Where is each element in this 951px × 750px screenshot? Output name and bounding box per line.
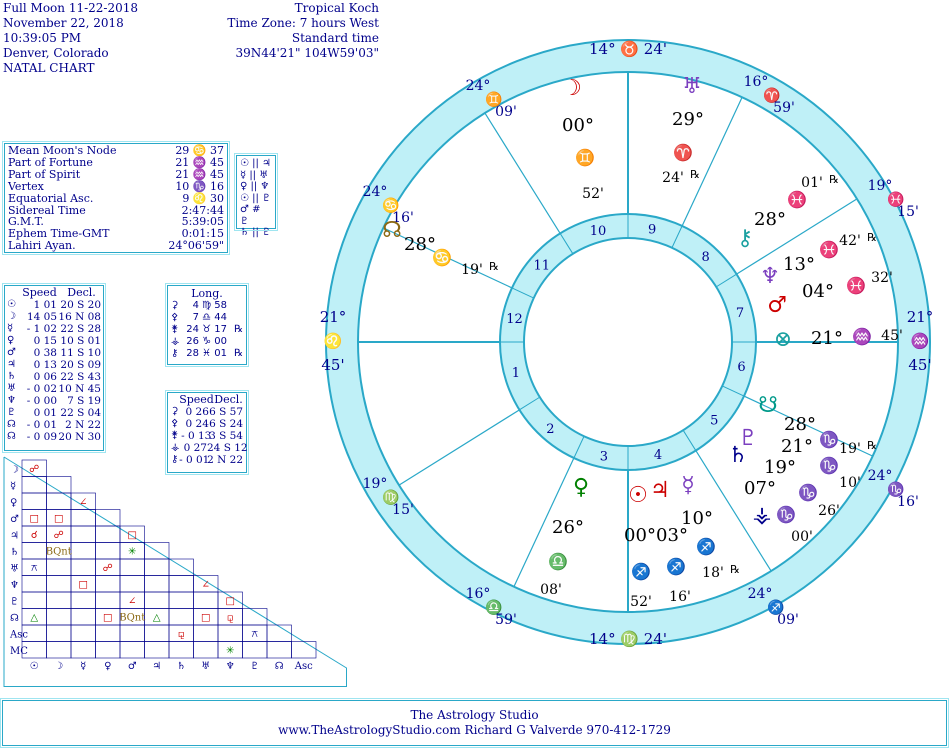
point-value: 5:39:05 <box>181 215 224 229</box>
aspect-symbol: ⚻ <box>251 629 259 640</box>
decl-value: 22 S 28 <box>60 323 101 335</box>
planet-sign: ♑ <box>776 505 796 524</box>
planet-mars-glyph: ♂ <box>767 293 787 318</box>
grid-row-glyph: ♀ <box>10 497 18 509</box>
planet-venus-glyph: ♀ <box>572 475 590 500</box>
standard-time: Standard time <box>291 31 379 45</box>
planet-minute: 01' <box>801 175 823 191</box>
planet-sign: ♊ <box>575 148 595 167</box>
grid-row-glyph: Asc <box>10 629 28 641</box>
planet-degree: 21° <box>811 328 843 349</box>
house-number: 7 <box>735 305 745 321</box>
inner-circle <box>524 238 732 446</box>
point-value: 21 ♒ 45 <box>175 155 224 169</box>
speed-value: 0 13 <box>33 359 57 371</box>
grid-col-glyph: ♄ <box>176 661 186 672</box>
retrograde-marker: ℞ <box>234 348 243 359</box>
cusp-degree: 21° <box>319 308 347 326</box>
point-value: 10 ♑ 16 <box>175 179 224 193</box>
planet-degree: 29° <box>672 109 704 130</box>
planet-fortune-glyph: ⊗ <box>773 327 793 352</box>
cusp-label: 14° ♉ 24' <box>588 40 668 58</box>
aspect-symbol: ☍ <box>102 563 113 574</box>
asteroid-speed-value: 0 24 <box>185 418 209 430</box>
asteroid-glyph: ⚶ <box>171 336 180 347</box>
planet-glyph: ♂ <box>7 347 16 358</box>
planet-north-node-glyph: ☊ <box>382 218 402 243</box>
aspect-symbol: □ <box>201 612 211 624</box>
speed-value: 0 01 <box>33 407 57 419</box>
planet-sign: ♑ <box>798 483 818 502</box>
planet-minute: 26' <box>818 503 840 519</box>
asteroid-position: 4 ♍ 58 <box>192 300 227 311</box>
asteroid-decl-value: 24 S 12 <box>207 442 248 454</box>
time-zone: Time Zone: 7 hours West <box>227 16 379 30</box>
cusp-sign: ♊ <box>485 92 503 108</box>
asteroid-glyph: ⚵ <box>171 430 179 441</box>
decl-value: 10 N 45 <box>58 383 101 395</box>
cusp-minute: 16' <box>392 210 414 226</box>
planet-minute: 52' <box>582 186 604 202</box>
aspect-symbol: ∠ <box>201 579 210 591</box>
point-label: Lahiri Ayan. <box>8 239 76 253</box>
point-label: Sidereal Time <box>8 203 86 217</box>
retrograde-marker: ℞ <box>234 324 243 335</box>
cusp-minute: 09' <box>777 612 799 628</box>
retrograde-marker: ℞ <box>829 173 839 186</box>
planet-sign: ♒ <box>852 327 872 346</box>
asteroid-speed-value: 0 27 <box>183 442 207 454</box>
grid-col-glyph: ♇ <box>250 661 260 672</box>
grid-col-glyph: ♂ <box>127 661 137 672</box>
cusp-minute: 59' <box>773 100 795 116</box>
planet-glyph: ♀ <box>7 335 15 346</box>
grid-row-glyph: ☿ <box>10 481 17 492</box>
aspect-symbol: ∠ <box>79 497 88 508</box>
asteroid-glyph: ⚶ <box>171 442 180 453</box>
aspect-symbol: ⚻ <box>30 563 38 574</box>
asteroid-decl-value: 2 N 22 <box>207 454 243 466</box>
planet-glyph: ☊ <box>7 419 16 430</box>
planet-degree: 03° <box>656 525 688 546</box>
grid-row-glyph: ♂ <box>10 514 19 525</box>
retrograde-marker: ℞ <box>690 168 700 181</box>
decl-value: 20 S 09 <box>60 359 101 371</box>
asteroid-decl-value: 3 S 54 <box>209 430 243 442</box>
planet-glyph: ♇ <box>7 407 16 418</box>
long-header: Long. <box>191 287 223 300</box>
speed-value: - 0 09 <box>26 431 57 443</box>
point-value: 29 ♋ 37 <box>175 144 224 157</box>
decl-value: 22 S 04 <box>60 407 101 419</box>
planet-south-node-glyph: ☋ <box>758 393 778 418</box>
grid-row-glyph: ♇ <box>10 596 19 608</box>
planet-minute: 32' <box>871 270 893 286</box>
cusp-minute: 16' <box>897 494 919 510</box>
asteroid-decl-value: 6 S 24 <box>209 418 244 430</box>
planet-sign: ♎ <box>548 552 568 571</box>
chart-type: NATAL CHART <box>3 61 95 75</box>
decl-value: 22 S 43 <box>60 371 101 383</box>
planet-minute: 00' <box>791 529 813 545</box>
planet-chiron-glyph: ⚷ <box>736 226 754 251</box>
retrograde-marker: ℞ <box>489 260 499 273</box>
planet-sign: ♈ <box>673 143 693 162</box>
aspect-symbol: ☌ <box>30 530 38 541</box>
planet-degree: 00° <box>624 525 656 546</box>
cusp-degree: 16° <box>465 586 491 602</box>
speed-value: - 0 00 <box>26 395 57 407</box>
asteroid-position: 7 ♎ 44 <box>192 312 227 323</box>
decl-value: 10 S 01 <box>60 335 101 347</box>
parallel-item: ☿ || ♅ <box>240 169 269 181</box>
planet-glyph: ☊ <box>7 431 16 442</box>
planet-glyph: ☉ <box>7 299 16 310</box>
planet-minute: 42' <box>839 233 861 249</box>
chart-title: Full Moon 11-22-2018 <box>3 1 139 15</box>
cusp-sign: ♒ <box>910 332 930 350</box>
cusp-sign: ♈ <box>763 88 781 104</box>
grid-col-glyph: ♅ <box>201 661 211 672</box>
house-number: 11 <box>533 258 551 274</box>
planet-pluto-glyph: ♇ <box>738 426 758 451</box>
cusp-sign: ♌ <box>323 332 343 350</box>
house-number: 1 <box>511 366 521 382</box>
planet-glyph: ♅ <box>7 383 16 394</box>
planet-minute: 45' <box>881 328 903 344</box>
house-number: 5 <box>710 413 719 429</box>
grid-row-glyph: MC <box>10 646 28 657</box>
chart-time: 10:39:05 PM <box>3 31 82 45</box>
planet-sign: ♐ <box>666 557 686 576</box>
planet-glyph: ♄ <box>7 371 16 382</box>
decl-value: 20 S 20 <box>60 299 101 311</box>
asteroid-glyph: ⚳ <box>171 300 179 311</box>
point-value: 0:01:15 <box>181 227 224 241</box>
footer-contact: www.TheAstrologyStudio.com Richard G Valverde 970-412-1729 <box>278 723 671 737</box>
grid-row-glyph: ♆ <box>10 580 19 591</box>
grid-col-glyph: ☊ <box>274 661 284 672</box>
cusp-minute: 45' <box>321 356 345 374</box>
aspect-symbol: □ <box>78 579 88 591</box>
planet-degree: 07° <box>744 478 776 499</box>
planet-minute: 19' <box>461 262 483 278</box>
planet-degree: 10° <box>681 508 713 529</box>
speed-value: - 0 01 <box>26 419 57 431</box>
point-label: Part of Fortune <box>8 155 93 169</box>
asteroid-glyph: ⚷ <box>171 348 179 359</box>
planet-glyph: ☽ <box>7 311 16 322</box>
aspect-symbol: □ <box>29 513 39 525</box>
planet-glyph: ♃ <box>7 359 16 370</box>
speed-value: 1 01 <box>33 299 57 311</box>
grid-row-glyph: ♄ <box>10 547 19 558</box>
planet-sun-glyph: ☉ <box>628 483 648 508</box>
house-system: Tropical Koch <box>294 1 379 15</box>
ast-decl-header: Decl. <box>214 393 243 406</box>
grid-col-glyph: ♃ <box>152 661 162 672</box>
house-number: 9 <box>647 222 657 238</box>
planet-glyph: ♆ <box>7 395 16 406</box>
cusp-degree: 24° <box>867 468 893 484</box>
grid-row-glyph: ☊ <box>10 613 19 624</box>
grid-row-glyph: ♃ <box>10 530 19 542</box>
point-value: 2:47:44 <box>181 203 224 217</box>
house-number: 2 <box>546 422 555 438</box>
grid-col-glyph: ♆ <box>225 661 235 672</box>
parallel-item: ♀ || ♆ <box>240 181 270 192</box>
aspect-symbol: □ <box>54 513 64 525</box>
retrograde-marker: ℞ <box>867 231 877 244</box>
planet-degree: 28° <box>754 209 786 230</box>
cusp-sign: ♎ <box>485 600 503 616</box>
asteroid-glyph: ⚷ <box>171 454 179 465</box>
cusp-degree: 19° <box>362 476 388 492</box>
house-number: 12 <box>506 311 523 327</box>
asteroid-glyph: ⚴ <box>171 312 179 323</box>
cusp-minute: 59' <box>495 612 517 628</box>
planet-sign: ♋ <box>432 248 452 267</box>
house-number: 6 <box>737 360 746 376</box>
parallel-item: ☉ || ♃ <box>240 158 272 169</box>
decl-value: 2 N 22 <box>65 419 101 431</box>
speed-header: Speed <box>22 286 57 299</box>
decl-value: 7 S 19 <box>67 395 101 407</box>
grid-col-glyph: ☉ <box>29 661 39 672</box>
cusp-degree: 24° <box>465 78 491 94</box>
cusp-label: 14° ♍ 24' <box>588 630 668 648</box>
coordinates: 39N44'21" 104W59'03" <box>235 46 379 60</box>
point-label: G.M.T. <box>8 215 44 229</box>
speed-value: 14 05 <box>26 311 57 323</box>
planet-sign: ♓ <box>787 190 807 209</box>
planet-degree: 19° <box>764 457 796 478</box>
footer <box>2 700 947 746</box>
point-value: 9 ♌ 30 <box>182 191 224 205</box>
planet-sign: ♓ <box>819 240 839 259</box>
cusp-sign: ♍ <box>382 490 400 506</box>
cusp-minute: 45' <box>908 356 932 374</box>
point-label: Equatorial Asc. <box>8 191 94 205</box>
point-value: 21 ♒ 45 <box>175 167 224 181</box>
retrograde-marker: ℞ <box>867 439 877 452</box>
aspect-symbol: △ <box>152 612 161 624</box>
planet-sign: ♓ <box>846 276 866 295</box>
planet-degree: 13° <box>783 254 815 275</box>
planet-degree: 26° <box>552 517 584 538</box>
planet-minute: 08' <box>540 582 562 598</box>
grid-col-glyph: ☽ <box>54 661 64 672</box>
aspect-symbol: ✳ <box>128 546 137 558</box>
cusp-minute: 15' <box>392 502 414 518</box>
house-number: 4 <box>653 448 663 464</box>
asteroid-speed-value: - 0 13 <box>181 430 212 442</box>
cusp-degree: 24° <box>747 586 773 602</box>
speed-value: - 1 02 <box>26 323 57 335</box>
planet-minute: 52' <box>630 594 652 610</box>
cusp-sign: ♋ <box>382 198 400 214</box>
asteroid-glyph: ⚵ <box>171 324 179 335</box>
parallel-item: ♄ || ♇ <box>240 227 272 238</box>
grid-row-glyph: ♅ <box>10 563 19 575</box>
planet-minute: 10' <box>839 475 861 491</box>
house-number: 8 <box>701 249 710 265</box>
decl-header: Decl. <box>67 286 96 299</box>
planet-degree: 28° <box>404 234 436 255</box>
planet-minute: 24' <box>662 170 684 186</box>
asteroid-position: 24 ♉ 17 <box>186 324 227 335</box>
aspect-symbol: ✳ <box>226 645 235 657</box>
point-label: Vertex <box>8 179 44 193</box>
speed-value: 0 06 <box>33 371 57 383</box>
aspect-symbol: ☍ <box>53 530 64 541</box>
planet-moon-glyph: ☽ <box>562 76 582 101</box>
grid-col-glyph: ♀ <box>104 661 112 672</box>
aspect-symbol: □ <box>225 596 235 607</box>
grid-col-glyph: Asc <box>294 661 313 672</box>
planet-vesta-glyph: ⚶ <box>752 503 772 528</box>
planet-degree: 21° <box>781 436 813 457</box>
asteroid-glyph: ⚴ <box>171 418 179 429</box>
speed-value: 0 15 <box>33 335 57 347</box>
aspect-symbol: ⚼ <box>177 629 185 640</box>
point-label: Part of Spirit <box>8 167 81 181</box>
planet-sign: ♑ <box>819 430 839 449</box>
cusp-sign: ♓ <box>887 192 905 208</box>
decl-value: 11 S 10 <box>60 347 101 359</box>
planet-sign: ♐ <box>696 537 716 556</box>
grid-col-glyph: ☿ <box>80 661 87 672</box>
decl-value: 16 N 08 <box>58 311 101 323</box>
point-label: Ephem Time-GMT <box>8 227 110 241</box>
planet-neptune-glyph: ♆ <box>760 264 780 289</box>
asteroid-position: 26 ♑ 00 <box>186 336 227 347</box>
planet-mercury-glyph: ☿ <box>681 473 695 498</box>
aspect-symbol: △ <box>30 612 39 624</box>
planet-sign: ♑ <box>819 456 839 475</box>
aspect-symbol: □ <box>103 612 113 624</box>
retrograde-marker: ℞ <box>730 563 740 576</box>
asteroid-speed-value: 0 26 <box>185 406 209 418</box>
point-label: Mean Moon's Node <box>8 144 117 157</box>
aspect-symbol: ∠ <box>128 596 137 607</box>
parallel-item: ♂ # ♇ <box>240 204 261 227</box>
planet-degree: 00° <box>562 115 594 136</box>
ast-speed-header: Speed <box>179 393 214 406</box>
cusp-degree: 16° <box>743 74 769 90</box>
aspect-symbol: ⚼ <box>226 612 234 624</box>
cusp-minute: 15' <box>897 204 919 220</box>
planet-glyph: ☿ <box>7 323 14 334</box>
cusp-sign: ♐ <box>767 600 785 616</box>
house-number: 3 <box>599 449 609 465</box>
cusp-degree: 24° <box>362 184 388 200</box>
decl-value: 20 N 30 <box>58 431 101 443</box>
cusp-degree: 19° <box>867 178 893 194</box>
chart-date: November 22, 2018 <box>3 16 124 30</box>
cusp-sign: ♑ <box>887 482 905 498</box>
parallel-item: ☉ || ♇ <box>240 192 272 204</box>
grid-row-glyph: ☽ <box>10 464 19 476</box>
asteroid-decl-value: 6 S 57 <box>209 406 244 418</box>
point-value: 24°06'59" <box>168 239 224 253</box>
chart-location: Denver, Colorado <box>3 46 109 60</box>
cusp-degree: 21° <box>906 308 934 326</box>
footer-studio: The Astrology Studio <box>410 708 539 722</box>
asteroid-glyph: ⚳ <box>171 406 179 417</box>
cusp-minute: 09' <box>495 104 517 120</box>
house-number: 10 <box>589 223 607 239</box>
planet-uranus-glyph: ♅ <box>682 74 702 99</box>
speed-value: - 0 02 <box>26 383 57 395</box>
planet-degree: 28° <box>784 414 816 435</box>
planet-minute: 18' <box>702 565 724 581</box>
planet-sign: ♐ <box>631 562 651 581</box>
asteroid-position: 28 ♓ 01 <box>186 348 227 359</box>
aspect-symbol: □ <box>127 530 137 541</box>
aspect-symbol: BQnt <box>45 546 72 558</box>
planet-jupiter-glyph: ♃ <box>650 478 670 503</box>
planet-minute: 19' <box>839 441 861 457</box>
speed-value: 0 38 <box>33 347 57 359</box>
asteroid-speed-value: - 0 01 <box>179 454 210 466</box>
aspect-symbol: BQnt <box>119 612 146 624</box>
planet-saturn-glyph: ♄ <box>728 443 748 468</box>
aspect-symbol: ☍ <box>29 464 40 475</box>
planet-degree: 04° <box>802 281 834 302</box>
planet-minute: 16' <box>669 589 691 605</box>
